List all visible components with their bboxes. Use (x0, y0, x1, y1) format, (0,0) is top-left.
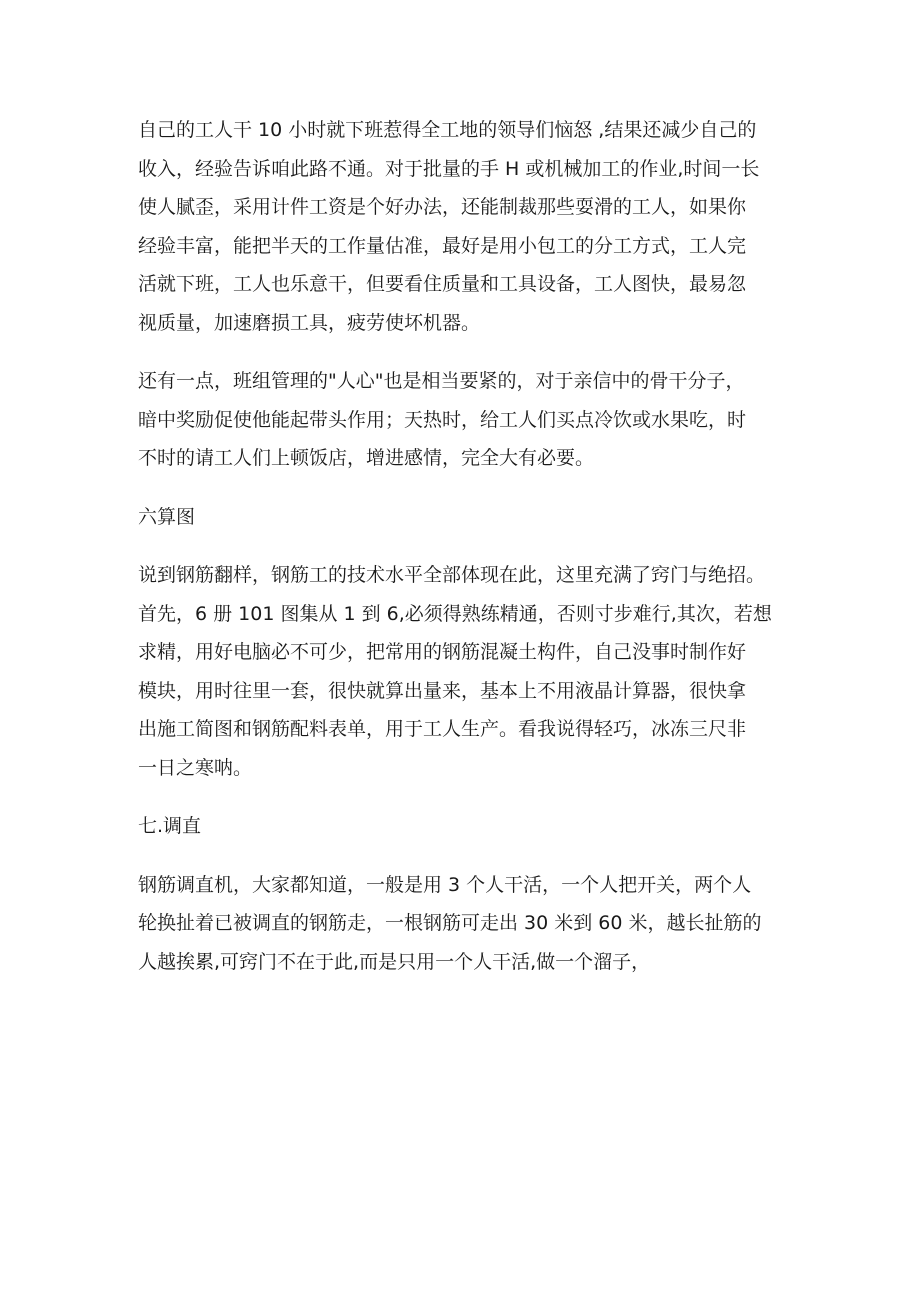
text-line: 模块，用时往里一套，很快就算出量来，基本上不用液晶计算器，很快拿 (138, 679, 747, 702)
text-line: 视质量，加速磨损工具，疲劳使坏机器。 (138, 311, 481, 334)
paragraph-labor-management (138, 111, 788, 342)
paragraph-rebar-detailing (138, 556, 788, 787)
section-heading-straightening (138, 807, 788, 846)
heading-text: 六算图 (138, 505, 196, 528)
text-line: 活就下班，工人也乐意干，但要看住质量和工具设备，工人图快，最易忽 (138, 273, 747, 295)
paragraph-spacer (138, 536, 788, 556)
text-line: 一日之寒呐。 (138, 756, 253, 779)
document-body (138, 111, 788, 981)
paragraph-spacer (138, 342, 788, 362)
text-line: 经验丰富，能把半天的工作量估准，最好是用小包工的分工方式，工人完 (138, 234, 747, 257)
text-line: 暗中奖励促使他能起带头作用；天热时，给工人们买点冷饮或水果吃，时 (138, 408, 747, 431)
text-line: 钢筋调直机，大家都知道，一般是用 3 个人干活，一个人把开关，两个人 (138, 873, 752, 896)
paragraph-team-morale (138, 362, 788, 478)
text-line: 还有一点，班组管理的"人心"也是相当要紧的，对于亲信中的骨干分子， (138, 370, 745, 392)
text-line: 轮换扯着已被调直的钢筋走，一根钢筋可走出 30 米到 60 米，越长扯筋的 (138, 912, 762, 934)
text-line: 自己的工人干 10 小时就下班惹得全工地的领导们恼怒 ,结果还减少自己的 (138, 119, 757, 141)
section-heading-calculation (138, 498, 788, 537)
text-line: 收入，经验告诉咱此路不通。对于批量的手 H 或机械加工的作业,时间一长 (138, 157, 760, 180)
text-line: 首先，6 册 101 图集从 1 到 6,必须得熟练精通，否则寸步难行,其次，若想 (138, 602, 772, 625)
paragraph-straightening-machine (138, 866, 788, 982)
text-line: 出施工简图和钢筋配料表单，用于工人生产。看我说得轻巧，冰冻三尺非 (138, 718, 747, 740)
text-line: 人越挨累,可窍门不在于此,而是只用一个人干活,做一个溜子， (138, 950, 651, 973)
paragraph-spacer (138, 478, 788, 498)
text-line: 使人腻歪，采用计件工资是个好办法，还能制裁那些耍滑的工人，如果你 (138, 196, 747, 218)
paragraph-spacer (138, 787, 788, 807)
heading-text: 七.调直 (138, 815, 202, 837)
text-line: 求精，用好电脑必不可少，把常用的钢筋混凝土构件，自己没事时制作好 (138, 641, 747, 663)
text-line: 说到钢筋翻样，钢筋工的技术水平全部体现在此，这里充满了窍门与绝招。 (138, 564, 766, 586)
text-line: 不时的请工人们上顿饭店，增进感情，完全大有必要。 (138, 447, 595, 469)
paragraph-spacer (138, 846, 788, 866)
